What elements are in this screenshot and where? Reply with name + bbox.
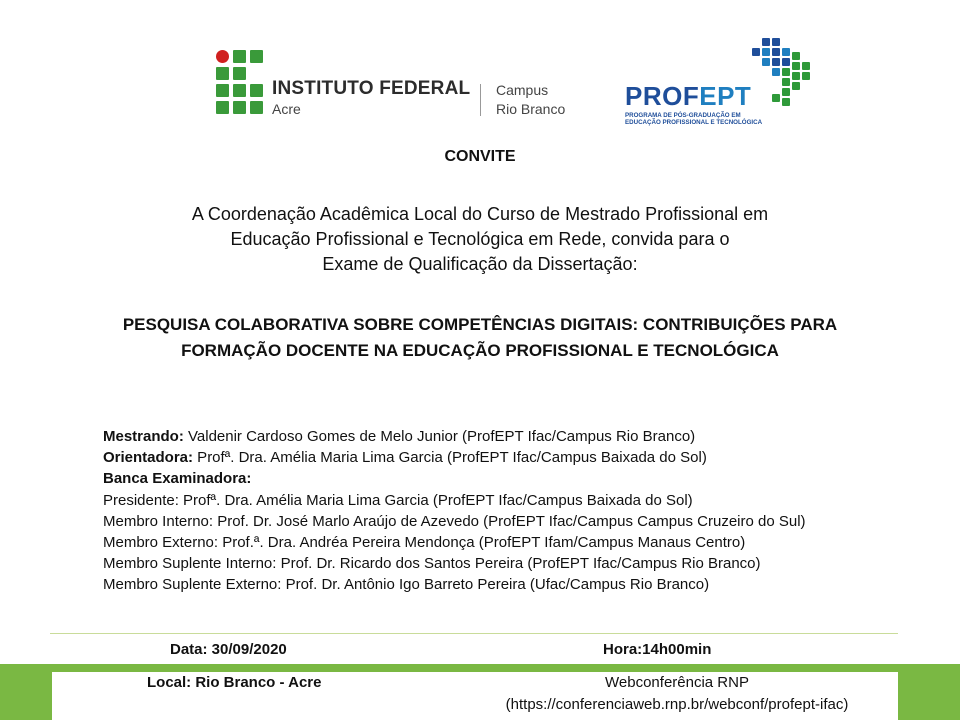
webconference-link[interactable]: (https://conferenciaweb.rnp.br/webconf/profept-ifac)	[505, 696, 849, 713]
invite-intro-line: Educação Profissional e Tecnológica em Rede, convida para o	[230, 229, 730, 249]
profept-logo-subtitle: PROGRAMA DE PÓS-GRADUAÇÃO EM EDUCAÇÃO PROFISSIONAL E TECNOLÓGICA	[625, 112, 763, 126]
invite-heading: CONVITE	[444, 148, 516, 165]
thesis-title-line: FORMAÇÃO DOCENTE NA EDUCAÇÃO PROFISSIONAL E TECNOLÓGICA	[181, 341, 779, 360]
invite-intro-line: Exame de Qualificação da Dissertação:	[322, 254, 638, 274]
profept-logo-title: PROFEPT	[625, 81, 752, 111]
webconference-label: Webconferência RNP	[605, 674, 749, 691]
instituto-federal-logo	[212, 48, 572, 120]
if-logo-divider	[480, 84, 481, 116]
banca-member: Membro Suplente Externo: Prof. Dr. Antônio Igo Barreto Pereira (Ufac/Campus Rio Branco)	[103, 576, 710, 594]
event-date: Data: 30/09/2020	[170, 641, 287, 658]
banca-label: Banca Examinadora:	[103, 470, 252, 488]
banca-member: Presidente: Profª. Dra. Amélia Maria Lima Garcia (ProfEPT Ifac/Campus Baixada do Sol)	[103, 491, 693, 509]
event-location: Local: Rio Branco - Acre	[147, 674, 322, 691]
divider-line	[50, 633, 898, 634]
thesis-title	[0, 312, 960, 364]
if-logo-grid-icon	[212, 48, 264, 114]
invite-intro	[0, 202, 960, 277]
if-logo-campus-label: Campus	[496, 82, 549, 98]
orientadora-row: Orientadora: Profª. Dra. Amélia Maria Lima Garcia (ProfEPT Ifac/Campus Baixada do Sol)	[103, 449, 707, 467]
if-logo-campus-name: Rio Branco	[496, 101, 566, 117]
thesis-title-line: PESQUISA COLABORATIVA SOBRE COMPETÊNCIAS DIGITAIS: CONTRIBUIÇÕES PARA	[122, 315, 838, 334]
if-logo-subtitle: Acre	[272, 101, 301, 117]
banca-member: Membro Suplente Interno: Prof. Dr. Ricardo dos Santos Pereira (ProfEPT Ifac/Campus Rio Branco)	[103, 555, 761, 573]
mestrando-row: Mestrando: Valdenir Cardoso Gomes de Melo Junior (ProfEPT Ifac/Campus Rio Branco)	[103, 428, 696, 445]
participants-list	[103, 426, 806, 596]
banca-member: Membro Interno: Prof. Dr. José Marlo Araújo de Azevedo (ProfEPT Ifac/Campus Campus Cruzeiro do Sul)	[103, 512, 806, 530]
banca-member: Membro Externo: Prof.ª. Dra. Andréa Pereira Mendonça (ProfEPT Ifam/Campus Manaus Centro)	[103, 534, 746, 552]
if-logo-title: INSTITUTO FEDERAL	[272, 78, 471, 99]
profept-logo	[625, 36, 825, 132]
invite-intro-line: A Coordenação Acadêmica Local do Curso de Mestrado Profissional em	[191, 204, 769, 224]
event-time: Hora:14h00min	[603, 641, 712, 658]
